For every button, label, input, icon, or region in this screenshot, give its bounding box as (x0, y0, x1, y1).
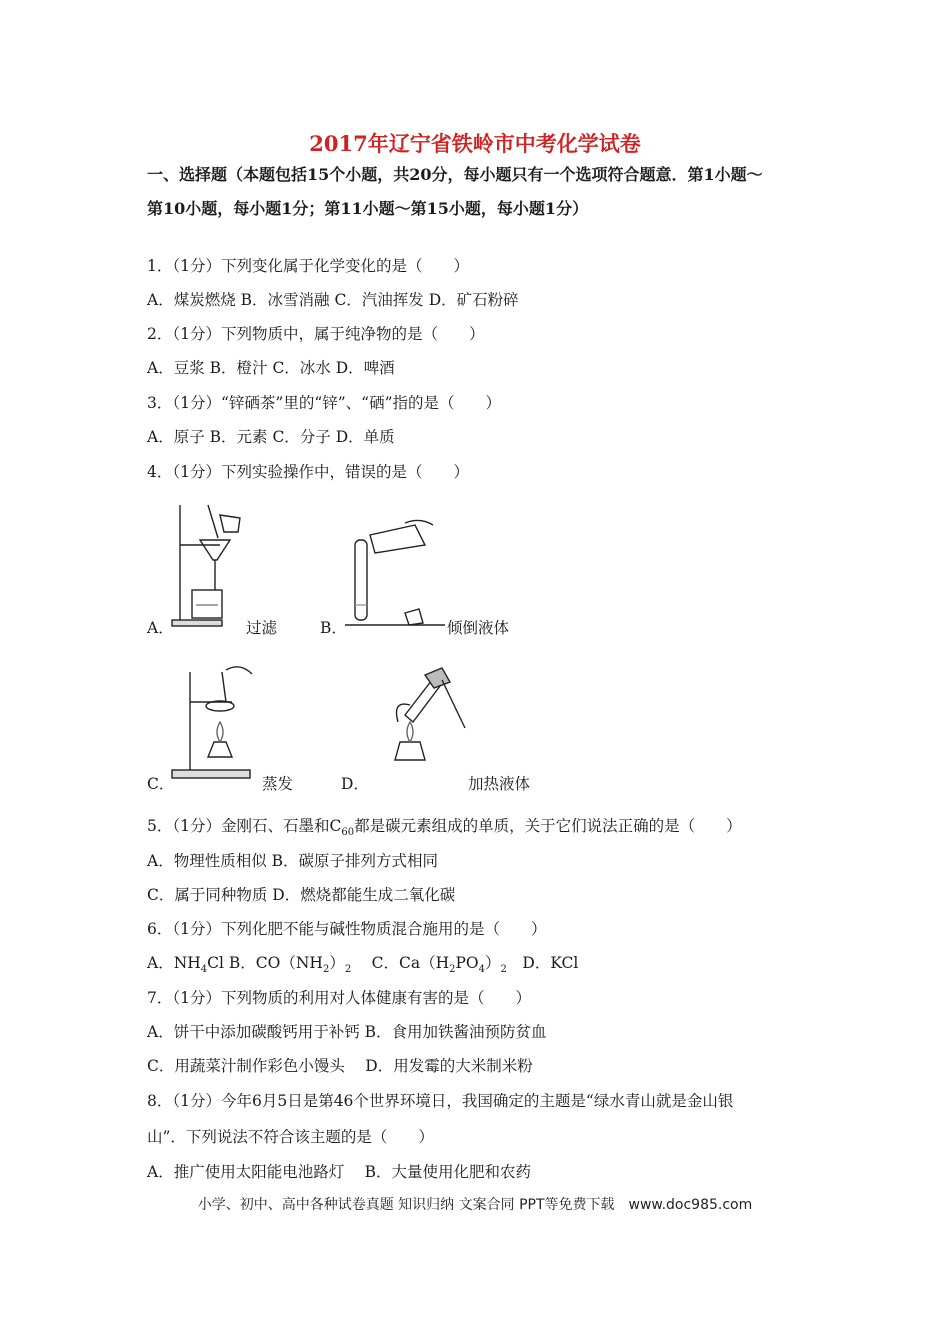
q1-options: A．煤炭燃烧 B．冰雪消融 C．汽油挥发 D．矿石粉碎 (147, 291, 519, 309)
section-line-2: 第10小题，每小题1分；第11小题～第15小题，每小题1分） (147, 199, 589, 218)
q5-options-1: A．物理性质相似 B．碳原子排列方式相同 (147, 852, 439, 870)
q2-stem: 2．（1分）下列物质中，属于纯净物的是（ ） (147, 325, 485, 343)
q6-stem: 6．（1分）下列化肥不能与碱性物质混合施用的是（ ） (147, 920, 547, 938)
option-c-letter: C． (147, 775, 175, 793)
option-b-letter: B． (320, 619, 347, 637)
option-b-label: 倾倒液体 (447, 619, 510, 637)
q5-stem: 5．（1分）金刚石、石墨和$C_{60}$都是碳元素组成的单质，关于它们说法正确的是（ ） (147, 817, 742, 839)
q6-options: A．$NH_4Cl$ B．$CO(NH_2)_2$ C．$Ca(H_2PO_4)_2$ D．KCl (147, 954, 579, 976)
footer-ad: 小学、初中、高中各种试卷真题 知识归纳 文案合同 PPT等免费下载 www.doc985.com (197, 1197, 753, 1213)
option-a-label: 过滤 (246, 619, 278, 637)
q7-options-1: A．饼干中添加碳酸钙用于补钙 B．食用加铁酱油预防贫血 (147, 1023, 547, 1041)
q3-options: A．原子 B．元素 C．分子 D．单质 (147, 428, 395, 446)
q2-options: A．豆浆 B．橙汁 C．冰水 D．啤酒 (147, 359, 395, 377)
q7-stem: 7．（1分）下列物质的利用对人体健康有害的是（ ） (147, 989, 531, 1007)
q1-stem: 1．（1分）下列变化属于化学变化的是（ ） (147, 257, 469, 275)
option-d-letter: D． (341, 775, 369, 793)
q8-stem-2: 山”．下列说法不符合该主题的是（ ） (147, 1128, 434, 1146)
q3-stem: 3．（1分）“锌硒茶”里的“锌”、“硒”指的是（ ） (147, 394, 502, 412)
section-line-1: 一、选择题（本题包括15个小题，共20分，每小题只有一个选项符合题意．第1小题～ (147, 165, 763, 184)
option-a-letter: A． (147, 619, 174, 637)
section-heading (147, 158, 847, 226)
heating-liquid-figure (370, 660, 470, 780)
filtration-figure (170, 500, 245, 635)
q8-options-1: A．推广使用太阳能电池路灯 B．大量使用化肥和农药 (147, 1163, 532, 1181)
q5-options-2: C．属于同种物质 D．燃烧都能生成二氧化碳 (147, 886, 456, 904)
evaporation-figure (170, 662, 270, 782)
option-d-label: 加热液体 (468, 775, 531, 793)
q7-options-2: C．用蔬菜汁制作彩色小馒头 D．用发霉的大米制米粉 (147, 1057, 533, 1075)
q8-stem-1: 8．（1分）今年6月5日是第46个世界环境日，我国确定的主题是“绿水青山就是金山银 (147, 1092, 734, 1110)
option-c-label: 蒸发 (262, 775, 294, 793)
q4-stem: 4．（1分）下列实验操作中，错误的是（ ） (147, 463, 469, 481)
pouring-liquid-figure (345, 515, 445, 630)
exam-title: 2017年辽宁省铁岭市中考化学试卷 (309, 131, 641, 156)
